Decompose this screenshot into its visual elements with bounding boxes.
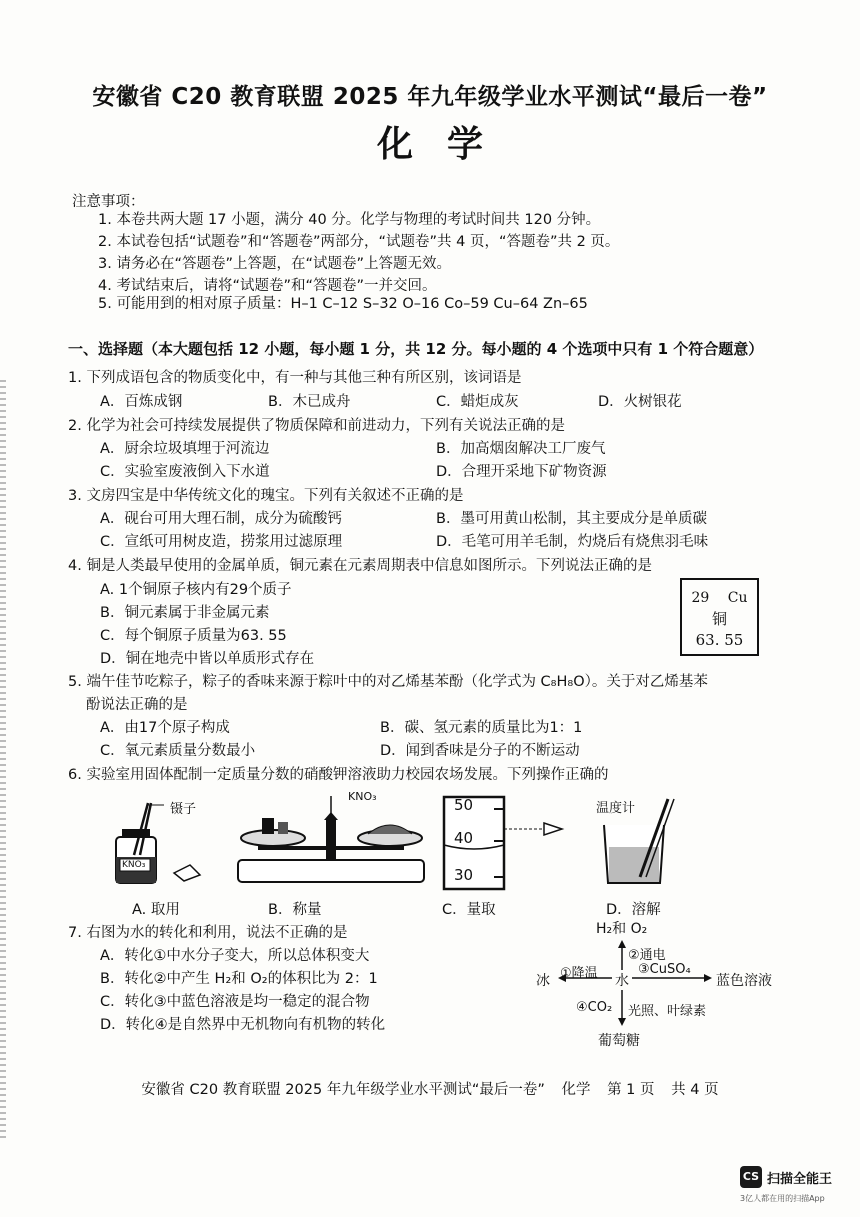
question-5-stem: 5. 端午佳节吃粽子，粽子的香味来源于粽叶中的对乙烯基苯酚（化学式为 C₈H₈O）。关于对乙烯基苯: [68, 674, 708, 690]
question-6-stem: 6. 实验室用固体配制一定质量分数的硝酸钾溶液助力校园农场发展。下列操作正确的: [68, 767, 609, 783]
q7-option-a: A．转化①中水分子变大，所以总体积变大: [100, 948, 370, 964]
q2-option-c: C．实验室废液倒入下水道: [100, 464, 270, 480]
element-symbol: Cu: [727, 590, 748, 606]
q5-option-d: D．闻到香味是分子的不断运动: [380, 743, 580, 759]
figure-c-cylinder: [432, 793, 572, 893]
q1-option-a: A．百炼成钢: [100, 394, 183, 410]
footer-page: 第 1 页: [607, 1082, 655, 1098]
diagram-glucose: 葡萄糖: [598, 1033, 640, 1049]
q3-option-b: B．墨可用黄山松制，其主要成分是单质碳: [436, 511, 707, 527]
section-heading: 一、选择题（本大题包括 12 小题，每小题 1 分，共 12 分。每小题的 4 个选项中只有 1 个符合题意）: [68, 340, 764, 358]
diagram-blue-solution: 蓝色溶液: [716, 973, 772, 989]
footer-total: 共 4 页: [671, 1082, 719, 1098]
q7-option-c: C．转化③中蓝色溶液是均一稳定的混合物: [100, 994, 370, 1010]
diagram-h2-o2: H₂和 O₂: [596, 921, 648, 937]
footer-title: 安徽省 C20 教育联盟 2025 年九年级学业水平测试“最后一卷”: [141, 1082, 545, 1098]
q4-option-c: C．每个铜原子质量为63. 55: [100, 628, 287, 644]
subject-title: 化学: [376, 123, 517, 165]
camscanner-tagline: 3亿人都在用的扫描App: [740, 1194, 825, 1203]
question-1-stem: 1. 下列成语包含的物质变化中，有一种与其他三种有所区别，该词语是: [68, 370, 522, 386]
figure-b-balance: [228, 790, 438, 890]
diagram-cuso4: ③CuSO₄: [638, 962, 691, 977]
atomic-mass: 63. 55: [695, 631, 744, 649]
q3-option-c: C．宣纸可用树皮造，捞浆用过滤原理: [100, 534, 343, 550]
notice-heading: 注意事项：: [72, 194, 145, 210]
q1-option-c: C．蜡炬成灰: [436, 394, 519, 410]
scan-edge: [0, 380, 6, 1140]
camscanner-logo-icon: CS: [740, 1166, 762, 1188]
camscanner-name: 扫描全能王: [767, 1172, 833, 1187]
periodic-table-cell: [680, 578, 759, 656]
q7-option-b: B．转化②中产生 H₂和 O₂的体积比为 2：1: [100, 971, 378, 987]
thermometer-label: 温度计: [596, 801, 636, 816]
q4-option-d: D．铜在地壳中皆以单质形式存在: [100, 651, 315, 667]
q2-option-d: D．合理开采地下矿物资源: [436, 464, 607, 480]
q5-option-b: B．碳、氢元素的质量比为1：1: [380, 720, 583, 736]
q6-option-d: D．溶解: [606, 902, 661, 918]
q6-option-c: C．量取: [442, 902, 496, 918]
page-footer: [0, 1078, 860, 1099]
question-3-stem: 3. 文房四宝是中华传统文化的瑰宝。下列有关叙述不正确的是: [68, 488, 464, 504]
diagram-photosynthesis: 光照、叶绿素: [628, 1004, 707, 1019]
question-2-stem: 2. 化学为社会可持续发展提供了物质保障和前进动力，下列有关说法正确的是: [68, 418, 565, 434]
kno3-pan-label: KNO₃: [348, 790, 377, 803]
q4-option-a: A. 1个铜原子核内有29个质子: [100, 582, 292, 598]
diagram-cooling: ①降温: [560, 966, 598, 981]
kno3-bottle-label: KNO₃: [122, 860, 146, 870]
question-7-stem: 7. 右图为水的转化和利用，说法不正确的是: [68, 925, 348, 941]
notice-item: 1. 本卷共两大题 17 小题，满分 40 分。化学与物理的考试时间共 120 分钟。: [98, 212, 601, 228]
q7-option-d: D．转化④是自然界中无机物向有机物的转化: [100, 1017, 386, 1033]
cylinder-tick-40: 40: [454, 829, 474, 847]
q6-option-a: A. 取用: [132, 902, 180, 918]
notice-item: 2. 本试卷包括“试题卷”和“答题卷”两部分，“试题卷”共 4 页，“答题卷”共 2 页。: [98, 234, 620, 250]
element-name: 铜: [711, 610, 727, 628]
diagram-co2: ④CO₂: [576, 1000, 613, 1015]
q4-option-b: B．铜元素属于非金属元素: [100, 605, 270, 621]
footer-subject: 化学: [561, 1082, 591, 1098]
notice-item: 3. 请务必在“答题卷”上答题，在“试题卷”上答题无效。: [98, 256, 451, 272]
diagram-electrolysis: ②通电: [628, 948, 666, 963]
q1-option-d: D．火树银花: [598, 394, 682, 410]
q5-option-a: A．由17个原子构成: [100, 720, 230, 736]
cylinder-tick-30: 30: [454, 866, 474, 884]
notice-item: 5. 可能用到的相对原子质量：H–1 C–12 S–32 O–16 Co–59 Cu–64 Zn–65: [98, 296, 588, 312]
q3-option-a: A．砚台可用大理石制，成分为硫酸钙: [100, 511, 342, 527]
notice-item: 4. 考试结束后，请将“试题卷”和“答题卷”一并交回。: [98, 278, 437, 294]
q2-option-b: B．加高烟囱解决工厂废气: [436, 441, 606, 457]
cylinder-tick-50: 50: [454, 796, 474, 814]
q2-option-a: A．厨余垃圾填埋于河流边: [100, 441, 270, 457]
q5-option-c: C．氧元素质量分数最小: [100, 743, 256, 759]
diagram-water: 水: [615, 973, 629, 989]
q6-option-b: B．称量: [268, 902, 322, 918]
atomic-number: 29: [691, 590, 710, 606]
q1-option-b: B．木已成舟: [268, 394, 351, 410]
tweezers-label: 镊子: [170, 802, 197, 817]
question-5-stem-cont: 酚说法正确的是: [86, 697, 188, 713]
exam-title: 安徽省 C20 教育联盟 2025 年九年级学业水平测试“最后一卷”: [92, 84, 768, 110]
diagram-ice: 冰: [536, 973, 550, 989]
question-4-stem: 4. 铜是人类最早使用的金属单质，铜元素在元素周期表中信息如图所示。下列说法正确的是: [68, 558, 652, 574]
q3-option-d: D．毛笔可用羊毛制，灼烧后有烧焦羽毛味: [436, 534, 709, 550]
